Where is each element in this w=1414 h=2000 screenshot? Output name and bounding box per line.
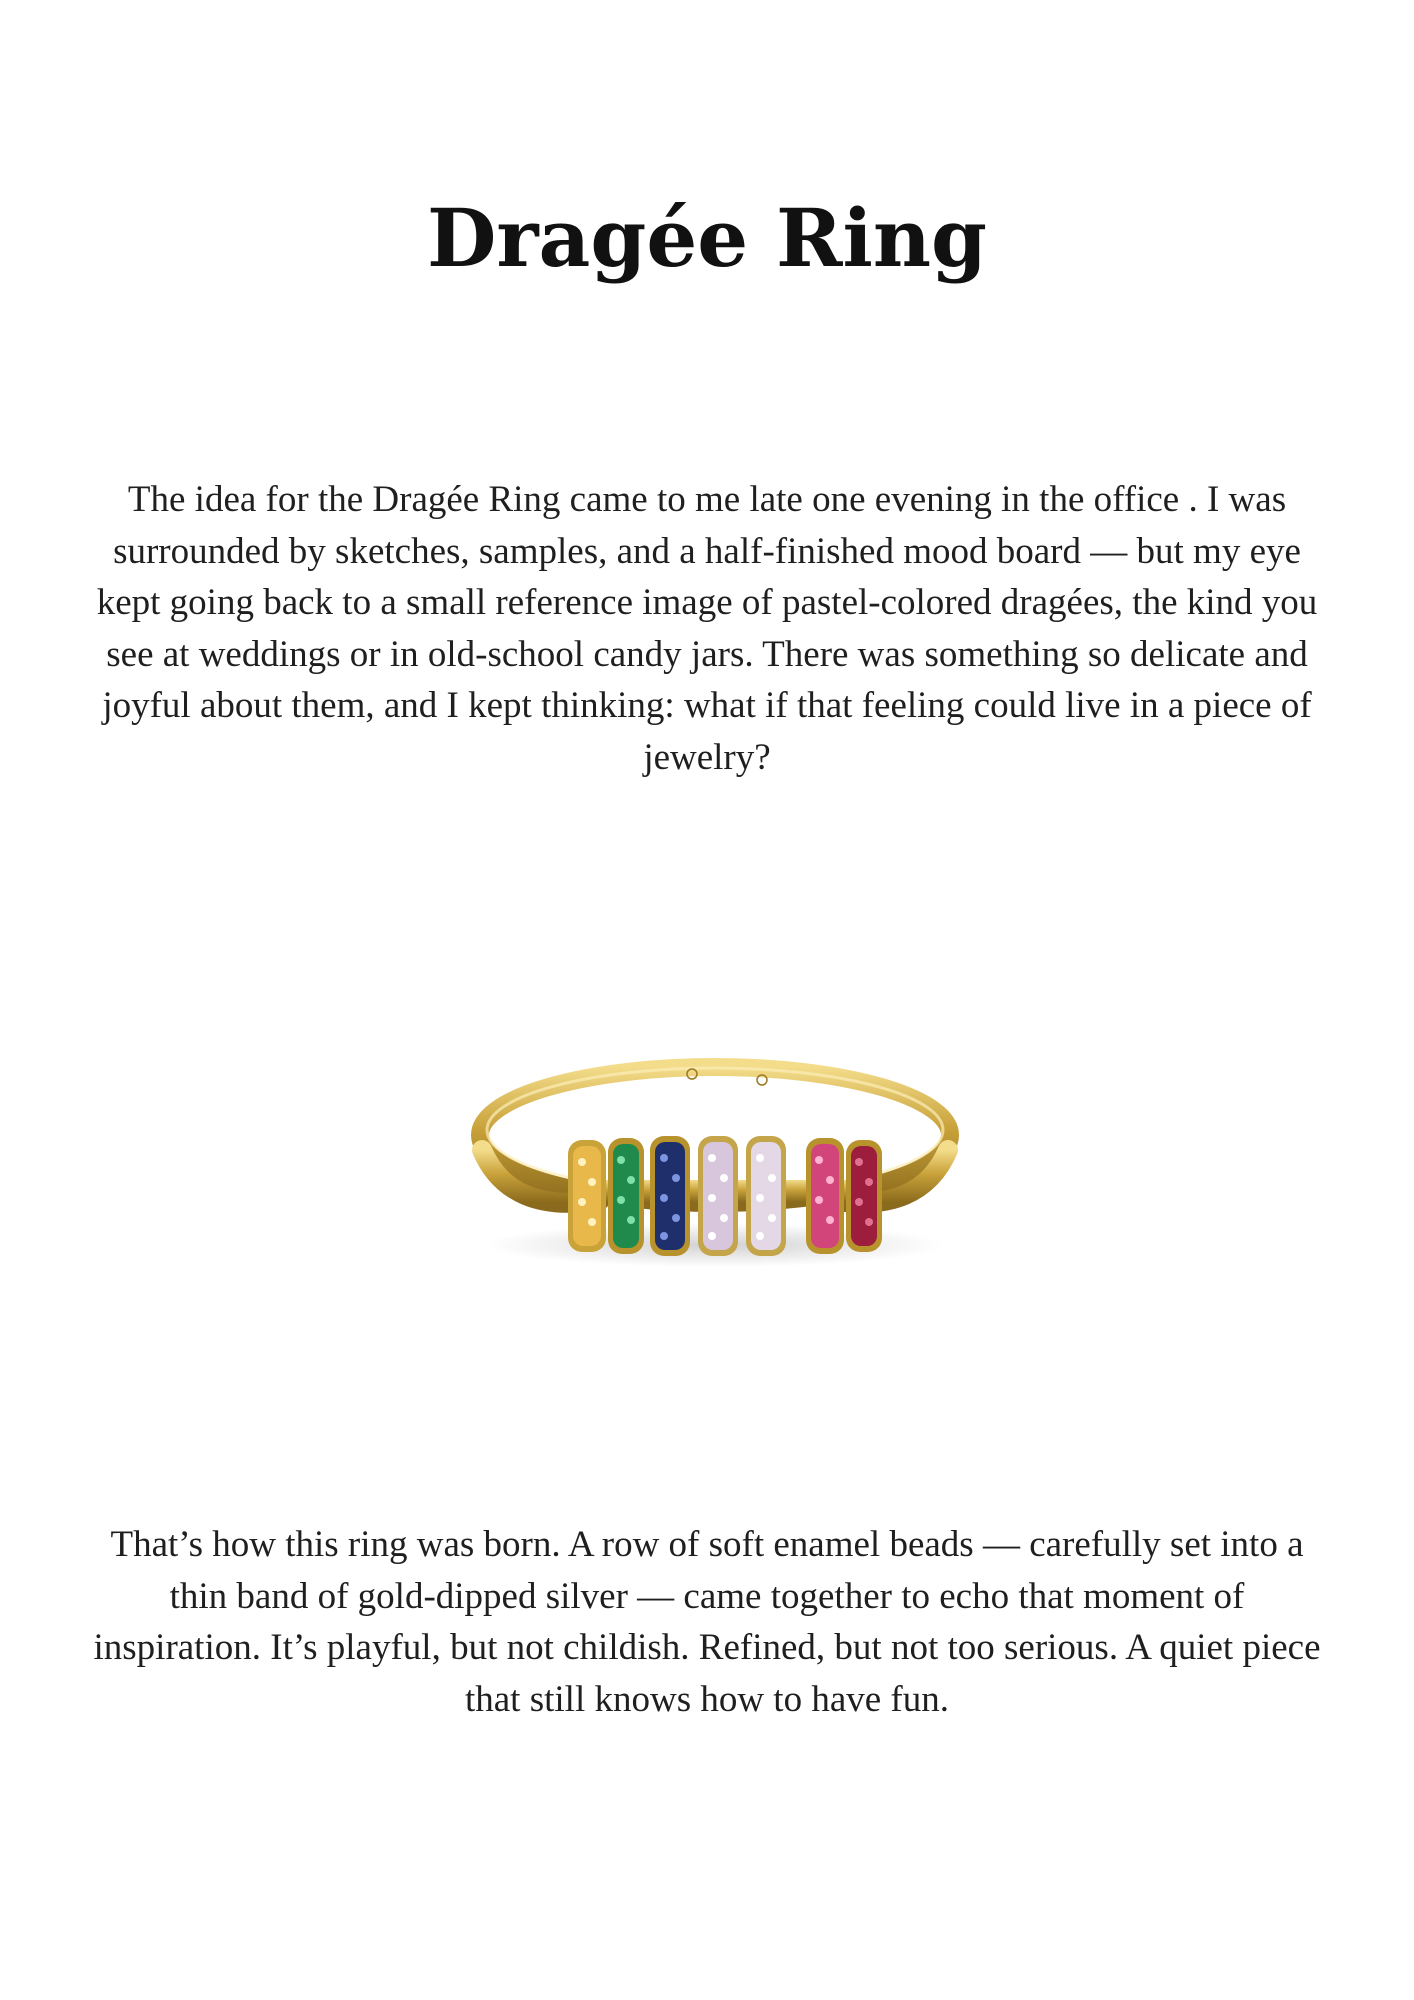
bead-green xyxy=(608,1138,644,1254)
intro-paragraph: The idea for the Dragée Ring came to me late one evening in the office . I was surrounded by sketches, samples, and a half-finished mood board — but my eye kept going back to a small reference image of pastel-colored dragées, the kind you see at weddings or in old-school candy jars. There was something so delicate and joyful about them, and I kept thinking: what if that feeling could live in a piece of jewelry? xyxy=(96,479,1318,778)
closing-paragraph: That’s how this ring was born. A row of soft enamel beads — carefully set into a thin band of gold-dipped silver — came together to echo that moment of inspiration. It’s playful, but not childish. Refined, but not too serious. A quiet piece that still knows how to have fun. xyxy=(93,1524,1321,1720)
page-title: Dragée Ring xyxy=(427,191,987,285)
bead-pink xyxy=(806,1138,844,1254)
ring-image xyxy=(450,1040,980,1280)
bead-lilac-1 xyxy=(698,1136,738,1256)
bead-lilac-2 xyxy=(746,1136,786,1256)
ring-illustration xyxy=(450,1040,980,1280)
bead-yellow xyxy=(568,1140,606,1252)
bead-blue xyxy=(650,1136,690,1256)
bead-red xyxy=(846,1140,882,1252)
